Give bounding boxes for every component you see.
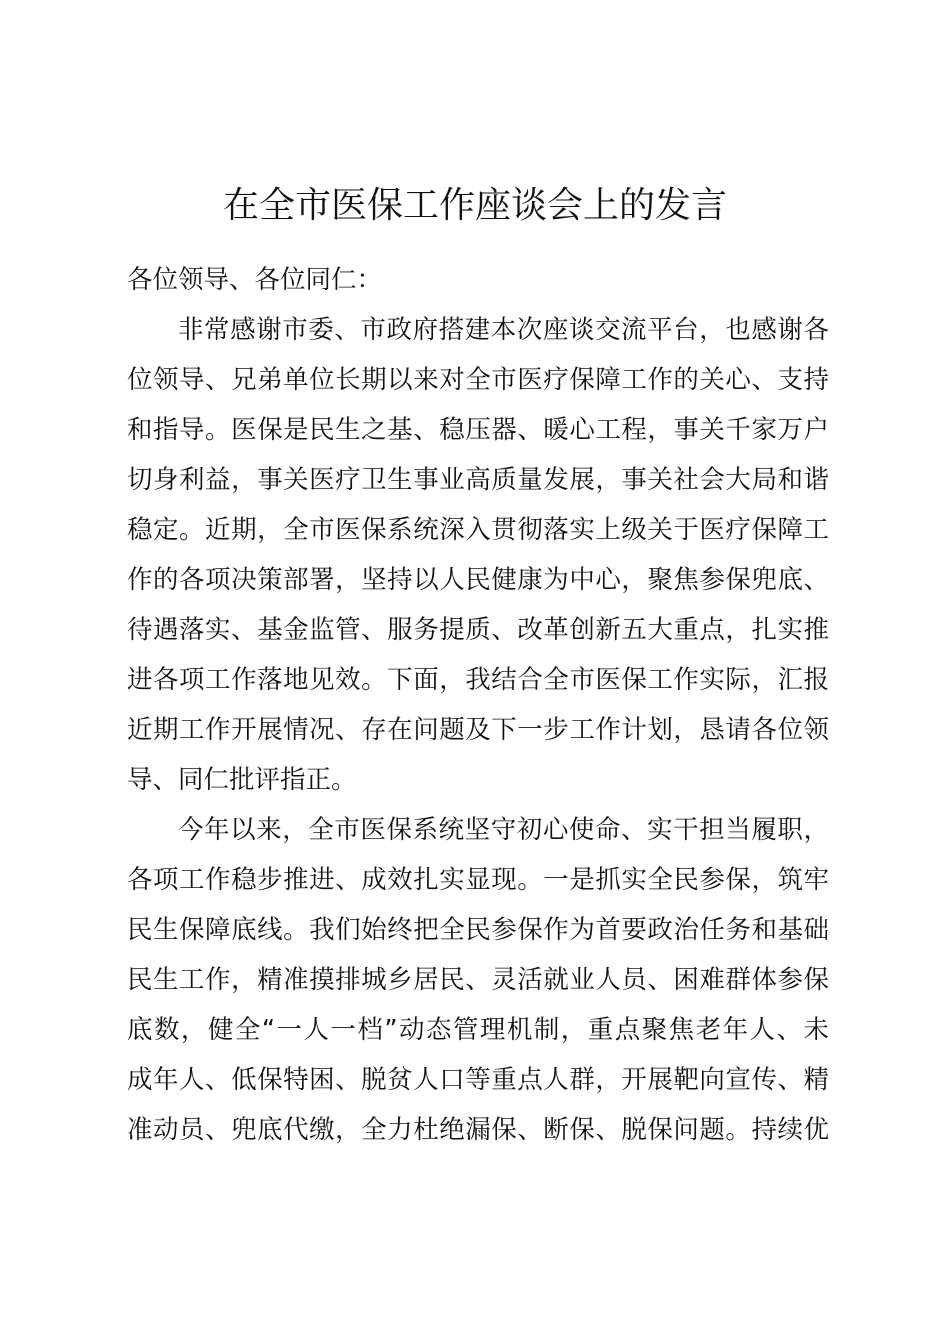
paragraph-line: 非常感谢市委、市政府搭建本次座谈交流平台，也感谢各 xyxy=(178,315,829,345)
paragraph-line: 和指导。医保是民生之基、稳压器、暖心工程，事关千家万户 xyxy=(127,415,829,445)
paragraph-line: 各项工作稳步推进、成效扎实显现。一是抓实全民参保，筑牢 xyxy=(127,865,829,895)
document-body xyxy=(127,255,829,1155)
paragraph-line: 底数，健全“一人一档”动态管理机制，重点聚焦老年人、未 xyxy=(127,1015,829,1045)
paragraph-line: 进各项工作落地见效。下面，我结合全市医保工作实际，汇报 xyxy=(127,665,829,695)
paragraph-line: 导、同仁批评指正。 xyxy=(127,765,357,795)
paragraph-line: 稳定。近期，全市医保系统深入贯彻落实上级关于医疗保障工 xyxy=(127,515,829,545)
paragraph-line: 切身利益，事关医疗卫生事业高质量发展，事关社会大局和谐 xyxy=(127,465,829,495)
paragraph-line: 今年以来，全市医保系统坚守初心使命、实干担当履职， xyxy=(178,815,829,845)
paragraph-line: 作的各项决策部署，坚持以人民健康为中心，聚焦参保兜底、 xyxy=(127,565,829,595)
paragraph-line: 准动员、兜底代缴，全力杜绝漏保、断保、脱保问题。持续优 xyxy=(127,1115,829,1145)
paragraph-line: 民生保障底线。我们始终把全民参保作为首要政治任务和基础 xyxy=(127,915,829,945)
paragraph-line: 待遇落实、基金监管、服务提质、改革创新五大重点，扎实推 xyxy=(127,615,829,645)
salutation: 各位领导、各位同仁： xyxy=(127,265,383,295)
paragraph-line: 成年人、低保特困、脱贫人口等重点人群，开展靶向宣传、精 xyxy=(127,1065,829,1095)
paragraph-line: 位领导、兄弟单位长期以来对全市医疗保障工作的关心、支持 xyxy=(127,365,829,395)
paragraph-2 xyxy=(127,805,829,1155)
paragraph-line: 民生工作，精准摸排城乡居民、灵活就业人员、困难群体参保 xyxy=(127,965,829,995)
paragraph-line: 近期工作开展情况、存在问题及下一步工作计划，恳请各位领 xyxy=(127,715,829,745)
document-title: 在全市医保工作座谈会上的发言 xyxy=(222,185,727,226)
paragraph-1 xyxy=(127,305,829,805)
